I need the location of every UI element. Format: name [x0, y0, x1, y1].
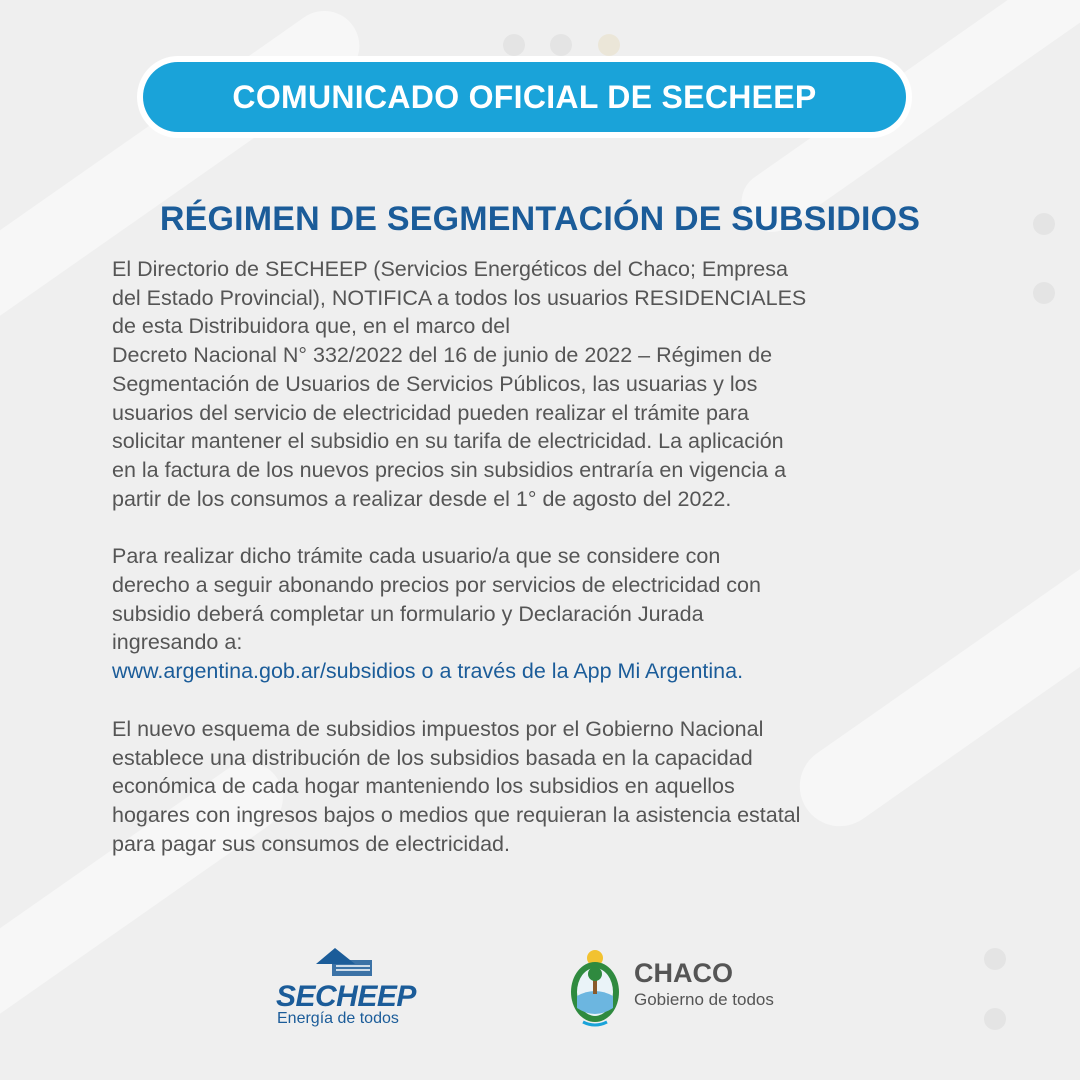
text-line: del Estado Provincial), NOTIFICA a todos los usuarios RESIDENCIALES	[112, 285, 807, 310]
communique-body	[112, 255, 960, 887]
secheep-tagline: Energía de todos	[277, 1010, 399, 1027]
chaco-wordmark: CHACO	[634, 958, 733, 988]
background-dot	[550, 34, 572, 56]
background-dot	[1033, 282, 1055, 304]
text-line: Segmentación de Usuarios de Servicios Públicos, las usuarias y los	[112, 371, 758, 396]
background-dot	[984, 1008, 1006, 1030]
text-line: solicitar mantener el subsidio en su tarifa de electricidad. La aplicación	[112, 429, 784, 454]
text-line: usuarios del servicio de electricidad pueden realizar el trámite para	[112, 400, 749, 425]
text-line: de esta Distribuidora que, en el marco del	[112, 314, 510, 339]
secheep-wordmark: SECHEEP	[276, 980, 416, 1013]
text-line: Para realizar dicho trámite cada usuario/a que se considere con	[112, 544, 721, 569]
text-line: partir de los consumos a realizar desde el 1° de agosto del 2022.	[112, 486, 732, 511]
paragraph-procedure	[112, 542, 960, 686]
text-line: ingresando a:	[112, 630, 243, 655]
background-dot	[503, 34, 525, 56]
text-line: Decreto Nacional N° 332/2022 del 16 de junio de 2022 – Régimen de	[112, 343, 773, 368]
text-line: El nuevo esquema de subsidios impuestos por el Gobierno Nacional	[112, 716, 764, 741]
text-line: derecho a seguir abonando precios por servicios de electricidad con	[112, 573, 761, 598]
text-line: subsidio deberá completar un formulario y Declaración Jurada	[112, 601, 704, 626]
text-line: en la factura de los nuevos precios sin subsidios entraría en vigencia a	[112, 457, 787, 482]
text-line: económica de cada hogar manteniendo los subsidios en aquellos	[112, 774, 735, 799]
background-dot	[598, 34, 620, 56]
header-banner	[143, 62, 906, 132]
page-title: RÉGIMEN DE SEGMENTACIÓN DE SUBSIDIOS	[159, 200, 921, 238]
banner-title: COMUNICADO OFICIAL DE SECHEEP	[232, 78, 817, 115]
chaco-logo	[565, 948, 825, 1033]
text-line: hogares con ingresos bajos o medios que requieran la asistencia estatal	[112, 802, 801, 827]
chaco-coat-of-arms-icon	[565, 948, 625, 1028]
paragraph-scheme	[112, 715, 960, 859]
paragraph-intro	[112, 255, 960, 513]
text-line: establece una distribución de los subsidios basada en la capacidad	[112, 745, 753, 770]
background-dot	[1033, 213, 1055, 235]
house-roof-icon	[272, 942, 432, 982]
text-line: El Directorio de SECHEEP (Servicios Energéticos del Chaco; Empresa	[112, 257, 788, 281]
text-line: para pagar sus consumos de electricidad.	[112, 831, 510, 856]
chaco-tagline: Gobierno de todos	[634, 990, 774, 1009]
background-dot	[984, 948, 1006, 970]
secheep-logo	[272, 942, 432, 1032]
subsidios-link[interactable]: www.argentina.gob.ar/subsidios o a través de la App Mi Argentina.	[112, 659, 744, 684]
